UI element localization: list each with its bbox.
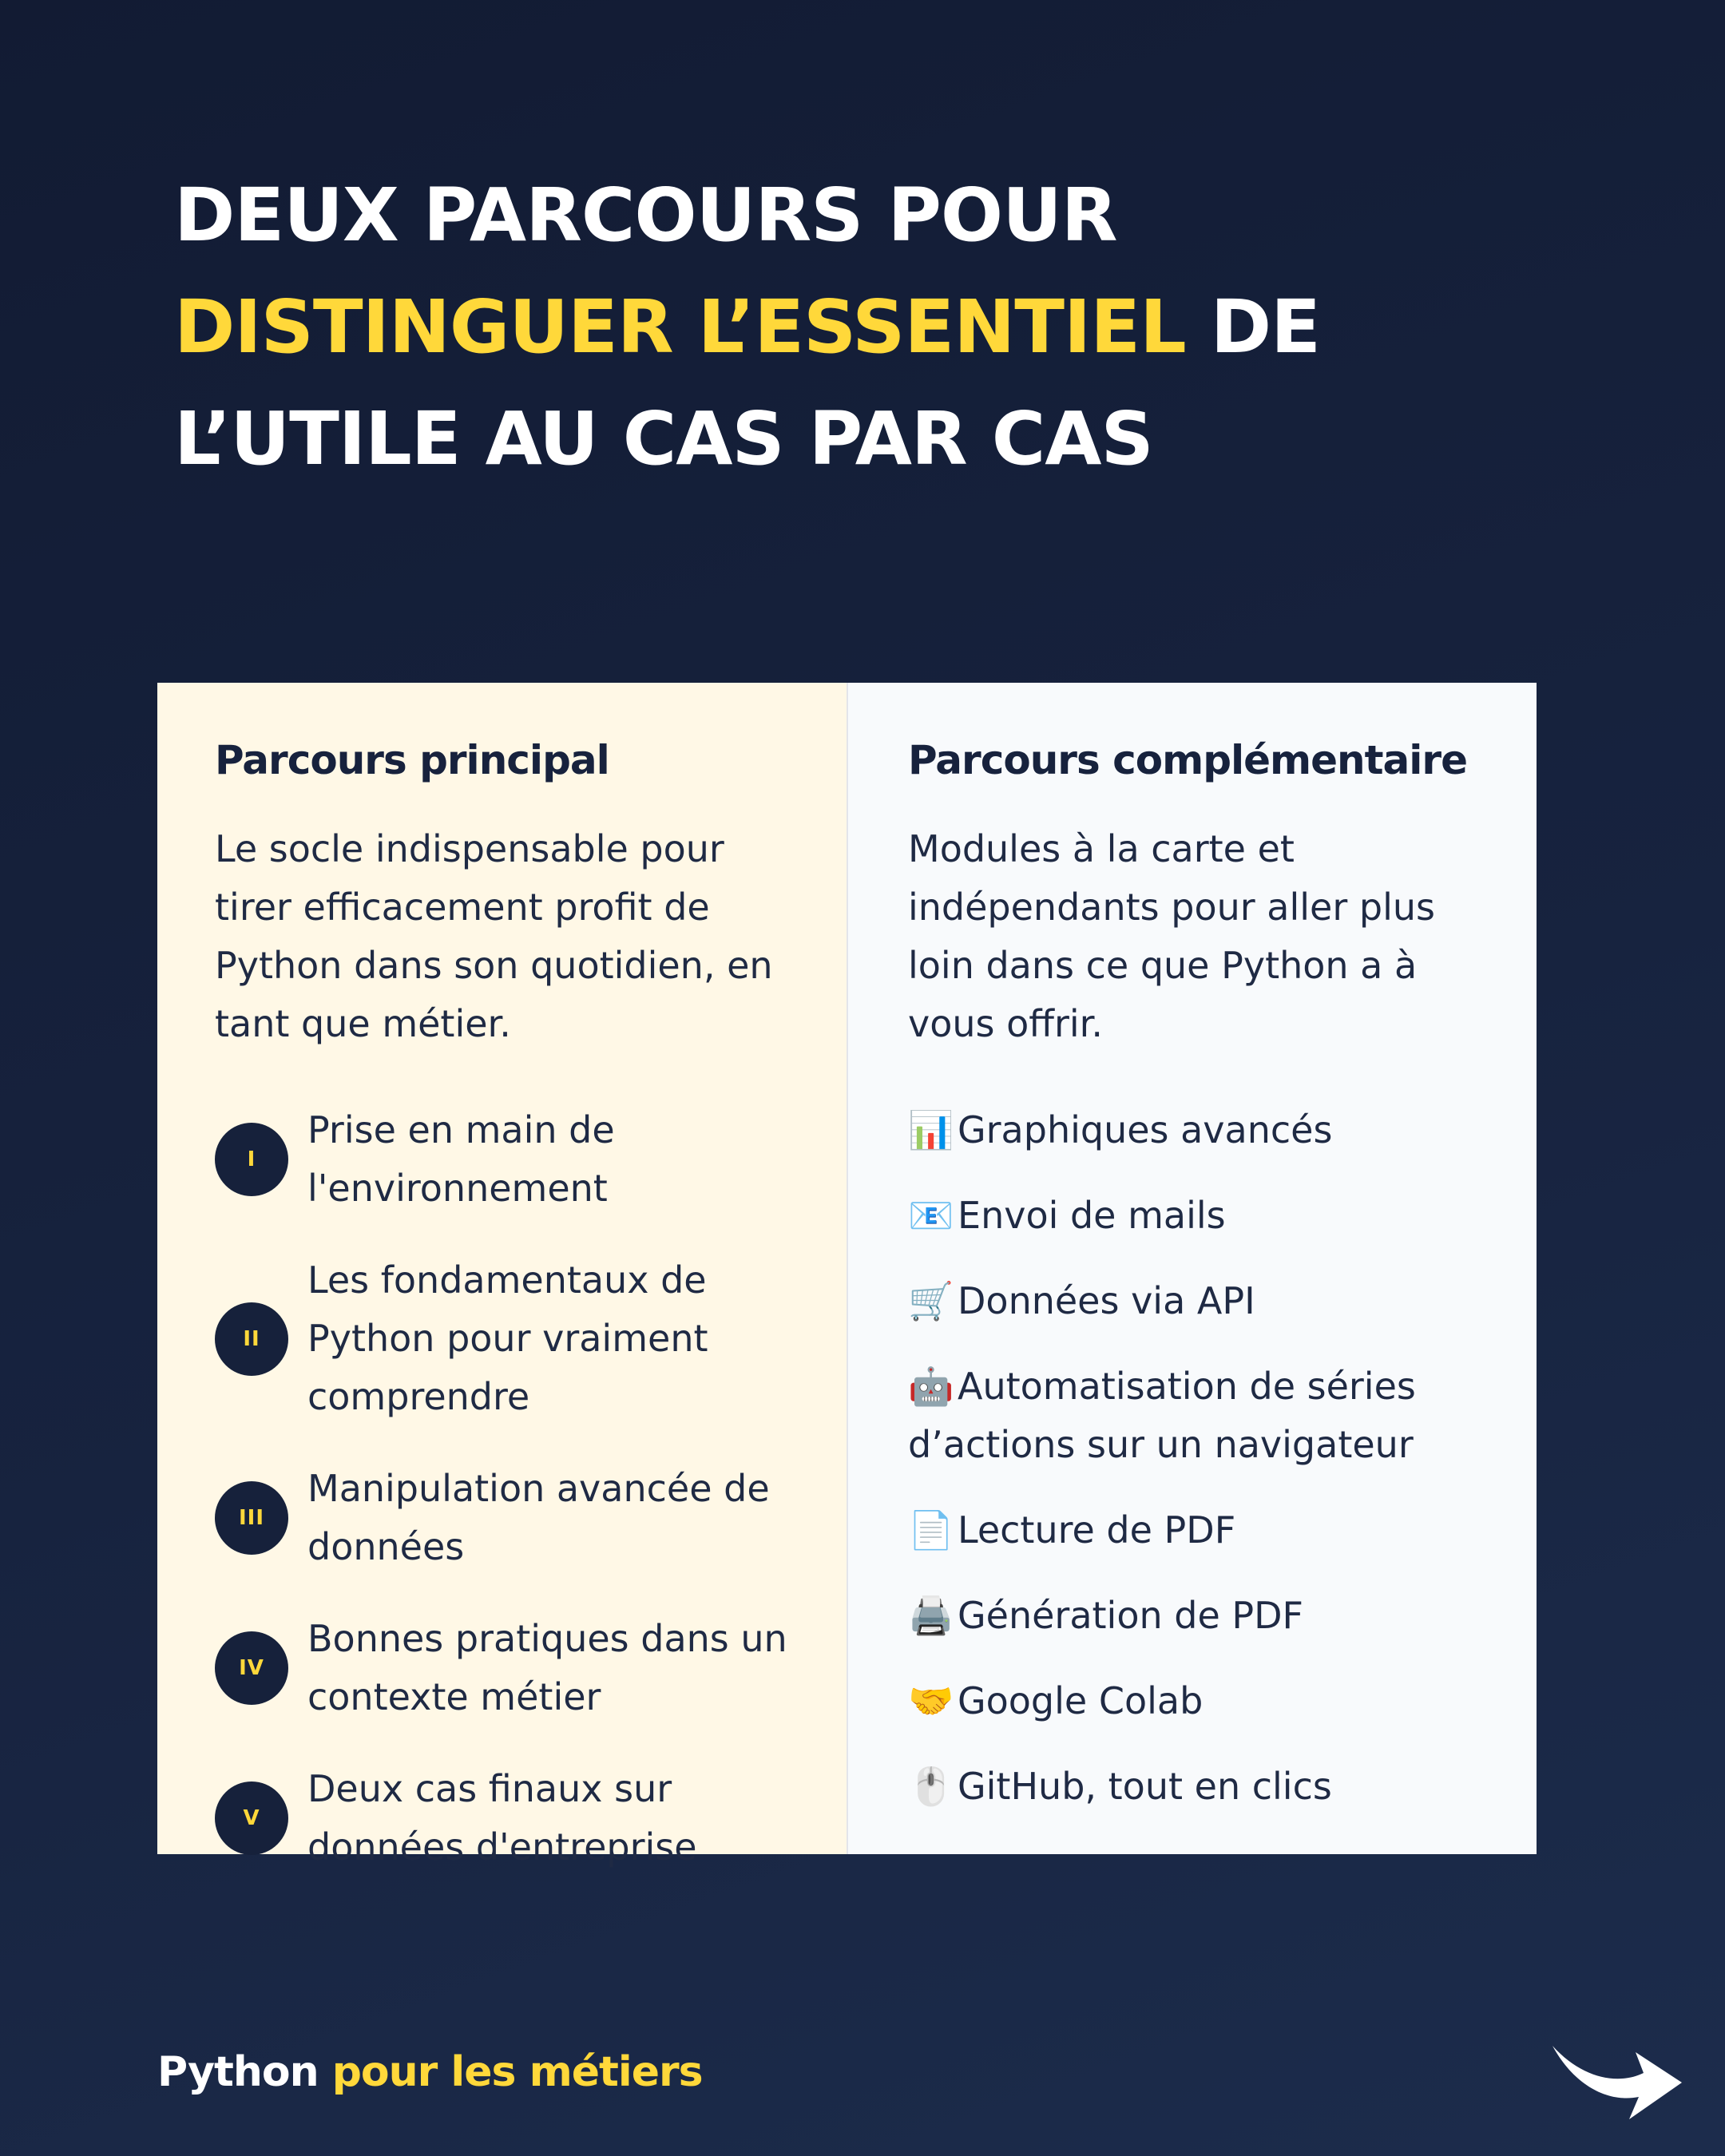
robot-icon: 🤖: [908, 1365, 954, 1408]
module-item: [908, 1672, 1489, 1730]
title-part2: DE L’UTILE AU CAS PAR CAS: [174, 284, 1320, 482]
main-track-title: Parcours principal: [215, 737, 609, 783]
module-label: Google Colab: [958, 1679, 1204, 1722]
main-track-steps: [215, 1101, 799, 1877]
step-label: Manipulation avancée de données: [307, 1467, 770, 1568]
main-track-description: Le socle indispensable pour tirer efficacement profit de Python dans son quotidien, en tant que métier.: [215, 827, 773, 1045]
complementary-track-title: Parcours complémentaire: [908, 737, 1467, 783]
module-label: Automatisation de séries d’actions sur un navigateur: [908, 1365, 1416, 1466]
printer-icon: 🖨️: [908, 1594, 954, 1637]
module-item: [908, 1187, 1489, 1245]
module-item: [908, 1501, 1489, 1560]
module-label: GitHub, tout en clics: [958, 1765, 1332, 1808]
step-number-badge: I: [215, 1123, 288, 1196]
brand-tagline: pour les métiers: [331, 2048, 703, 2096]
module-label: Envoi de mails: [958, 1194, 1226, 1237]
mouse-icon: 🖱️: [908, 1765, 954, 1808]
module-label: Données via API: [958, 1279, 1255, 1322]
main-track-panel: [157, 683, 847, 1869]
step-label: Bonnes pratiques dans un contexte métier: [307, 1617, 787, 1718]
step-number-badge: III: [215, 1481, 288, 1555]
handshake-icon: 🤝: [908, 1679, 954, 1722]
title-highlight: DISTINGUER L’ESSENTIEL: [174, 284, 1186, 370]
step-number-badge: II: [215, 1302, 288, 1376]
step-label: Les fondamentaux de Python pour vraiment comprendre: [307, 1258, 708, 1418]
step-item: [215, 1760, 799, 1877]
title-part1: DEUX PARCOURS POUR: [174, 172, 1117, 258]
email-icon: 📧: [908, 1194, 954, 1237]
module-label: Graphiques avancés: [958, 1108, 1333, 1151]
module-item: [908, 1587, 1489, 1645]
step-item: [215, 1460, 799, 1576]
module-label: Lecture de PDF: [958, 1508, 1236, 1552]
step-item: [215, 1610, 799, 1726]
module-item: [908, 1101, 1489, 1159]
module-item: [908, 1758, 1489, 1816]
step-number-badge: V: [215, 1781, 288, 1855]
step-label: Prise en main de l'environnement: [307, 1108, 615, 1210]
complementary-track-panel: [847, 683, 1537, 1854]
module-label: Génération de PDF: [958, 1594, 1303, 1637]
shopping-cart-icon: 🛒: [908, 1279, 954, 1322]
page-title: [174, 160, 1612, 495]
brand-name: Python: [157, 2048, 332, 2096]
step-label: Deux cas finaux sur données d'entreprise: [307, 1767, 697, 1869]
brand-logo: [157, 2048, 703, 2096]
next-arrow-icon[interactable]: [1549, 2036, 1685, 2124]
comparison-card: [157, 683, 1537, 1869]
document-icon: 📄: [908, 1508, 954, 1552]
module-item: [908, 1357, 1489, 1474]
step-item: [215, 1101, 799, 1218]
step-item: [215, 1251, 799, 1426]
complementary-track-description: Modules à la carte et indépendants pour aller plus loin dans ce que Python a à vous offrir.: [908, 827, 1435, 1045]
module-item: [908, 1272, 1489, 1330]
bar-chart-icon: 📊: [908, 1108, 954, 1151]
step-number-badge: IV: [215, 1631, 288, 1705]
complementary-modules: [908, 1101, 1489, 1816]
